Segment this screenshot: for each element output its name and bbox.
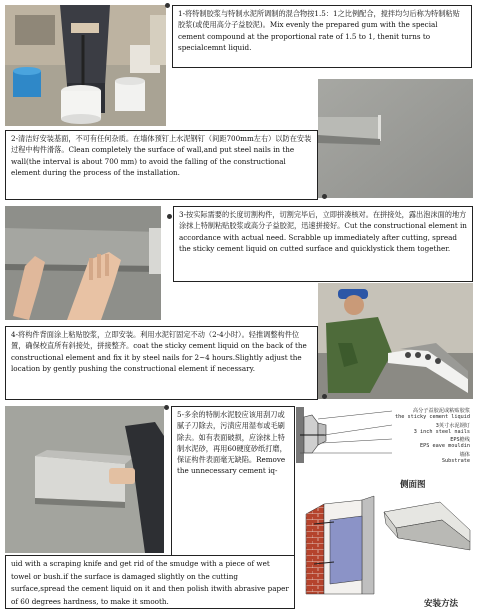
bullet-step5 — [164, 405, 169, 410]
diagram-label-eps-en: EPS eave mouldin — [420, 443, 470, 449]
photo-wall-nails — [318, 79, 473, 198]
photo-hands-pressing — [5, 206, 161, 320]
diagram-label-glue-cn: 高分子益胶泥或粘贴胶浆 — [412, 408, 470, 414]
photo-mixing — [5, 5, 166, 126]
install-method-caption: 安装方法 — [424, 598, 459, 608]
diagram-label-nails-en: 3 inch steel nails — [413, 429, 470, 435]
diagram-label-eps-cn: EPS檐线 — [450, 437, 470, 443]
diagram-label-glue-en: the sticky cement liquid — [395, 414, 470, 420]
photo-cleaning — [5, 406, 164, 553]
bullet-step4 — [322, 394, 327, 399]
diagram-label-wall-en: Substrate — [441, 458, 470, 464]
step2-text: 2-清洁好安装基面，不可有任何杂质。在墙体预钉上水泥钢钉（间距700mm左右）以防在安装过程中构件滑落。Clean completely the surface of wall,and put steel nails in the wall(the interval is about 700 mm) to avoid the falling of the constructional element during the process of the installation. — [5, 130, 318, 200]
step1-text: 1-将特制胶浆与特制水泥所调制的混合物按1.5：1之比例配合，搅拌均匀后称为特制粘贴胶浆(或使用高分子益胶泥)。Mix evenly the prepared gum with the special cement compound at the proportional rate of 1.5 to 1, thenit turns to specialcemnt liquid. — [172, 5, 472, 68]
step5-text-bottom: uid with a scraping knife and get rid of the smudge with a piece of wet towel or bush.if the surface is damaged slightly on the cutting surface,spread the cement liquid on it and then polish itwith abrasive paper of 60 degrees hardness, to make it smooth. — [5, 555, 295, 609]
bullet-step1 — [165, 3, 170, 8]
step3-text: 3-按实际需要的长度切割构件，切割完毕后，立即拼凑核对。在拼接处，露出泡沫面的地方涂抹上特制粘贴胶浆或高分子益胶泥，迅速拼接好。Cut the constructional element in accordance with actual need. Scrabble up immediately after cutting, spread the sticky cement liquid on cutted surface and quicklystick them together. — [173, 206, 473, 282]
photo-worker-coating — [318, 283, 473, 399]
step4-text: 4-将构件背面涂上粘贴胶浆，立即安装。利用水泥钉固定不动（2-4小时）。轻推调整构件位置，确保校直所有斜接处，拼接整齐。coat the sticky cement liquid on the back of the constructional element and fix it by steel nails for 2~4 hours.Slightly adjust the location by gently pushing the constructional element if necessary. — [5, 326, 318, 400]
diagram-label-wall-cn: 墙体 — [459, 452, 470, 458]
bullet-step3 — [167, 214, 172, 219]
bullet-step2 — [322, 194, 327, 199]
side-view-caption: 侧面图 — [400, 479, 426, 489]
step5-text-top: 5-多余的特制水泥胶应该用刮刀或腻子刀除去，污渍应用湿布或毛刷除去。如有表面破损，应涂抹上特制水泥砂，再用60硬度砂纸打磨，保证构件表面毫无缺陷。Remove the unnecessary cement iq- — [171, 406, 295, 556]
installation-drawing — [300, 490, 474, 596]
diagram-label-nails-cn: 3英寸水泥钢钉 — [435, 423, 470, 429]
